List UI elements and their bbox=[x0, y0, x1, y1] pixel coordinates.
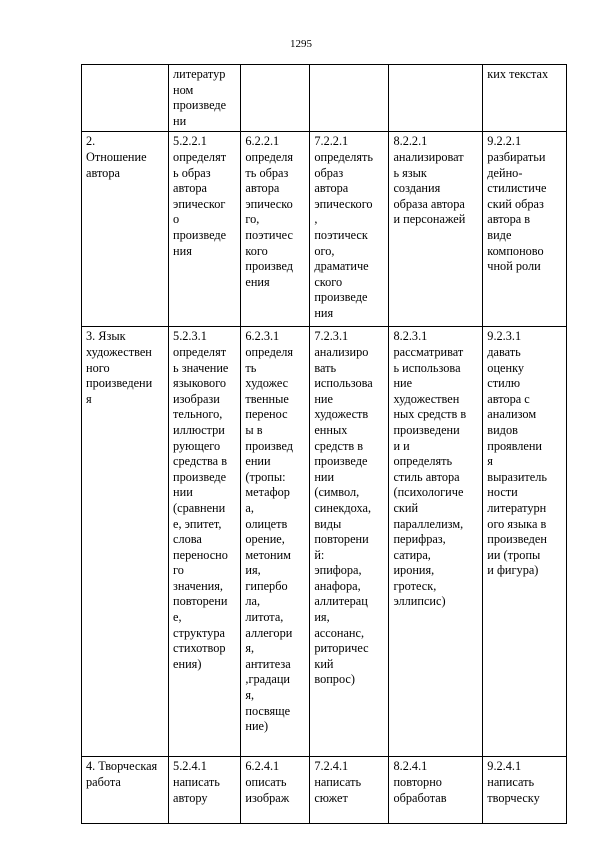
grade-8-cell: 8.2.3.1 рассматриват ь использова ние художествен ных средств в произведени и и определять стиль автора (психологиче ский параллелизм, перифраз, сатира, ирония, гротеск, эллипсис) bbox=[389, 327, 483, 757]
grade-6-cell: 6.2.3.1 определя ть художес твенные перенос ы в произвед ении (тропы: метафор а, олицетв орение, метоним ия, гипербо ла, литота, аллегори я, антитеза ,градаци я, посвяще ние) bbox=[241, 327, 310, 757]
grade-7-cell: 7.2.3.1 анализиро вать использова ние художеств енных средств в произведе нии (символ, синекдоха, виды повторени й: эпифора, анафора, аллитерац ия, ассонанс, риторичес кий вопрос) bbox=[310, 327, 389, 757]
grade-7-cell: 7.2.2.1 определять образ автора эпического , поэтическ ого, драматиче ского произведе ния bbox=[310, 132, 389, 327]
standards-table bbox=[81, 64, 567, 824]
grade-6-cell bbox=[241, 65, 310, 132]
grade-9-cell: ких текстах bbox=[483, 65, 567, 132]
grade-7-cell: 7.2.4.1 написать сюжет bbox=[310, 757, 389, 824]
grade-5-cell: 5.2.2.1 определят ь образ автора эпическог о произведе ния bbox=[169, 132, 241, 327]
grade-7-cell bbox=[310, 65, 389, 132]
grade-8-cell bbox=[389, 65, 483, 132]
grade-5-cell: литератур ном произведе ни bbox=[169, 65, 241, 132]
grade-5-cell: 5.2.3.1 определят ь значение языкового изобрази тельного, иллюстри рующего средства в произведе нии (сравнени е, эпитет, слова переносно го значения, повторени е, структура стихотвор ения) bbox=[169, 327, 241, 757]
row-topic-cell bbox=[82, 65, 169, 132]
table-row bbox=[82, 327, 567, 757]
grade-5-cell: 5.2.4.1 написать автору bbox=[169, 757, 241, 824]
grade-9-cell: 9.2.4.1 написать творческу bbox=[483, 757, 567, 824]
table-row bbox=[82, 757, 567, 824]
grade-6-cell: 6.2.2.1 определя ть образ автора эпическо го, поэтичес кого произвед ения bbox=[241, 132, 310, 327]
page-number: 1295 bbox=[290, 38, 312, 50]
grade-8-cell: 8.2.4.1 повторно обработав bbox=[389, 757, 483, 824]
table-row bbox=[82, 132, 567, 327]
row-topic-cell: 2. Отношение автора bbox=[82, 132, 169, 327]
grade-8-cell: 8.2.2.1 анализироват ь язык создания образа автора и персонажей bbox=[389, 132, 483, 327]
grade-6-cell: 6.2.4.1 описать изображ bbox=[241, 757, 310, 824]
grade-9-cell: 9.2.3.1 давать оценку стилю автора с анализом видов проявлени я выразитель ности литературн ого языка в произведен ии (тропы и фигура) bbox=[483, 327, 567, 757]
grade-9-cell: 9.2.2.1 разбиратьи дейно- стилистиче ский образ автора в виде компоново чной роли bbox=[483, 132, 567, 327]
table-row bbox=[82, 65, 567, 132]
row-topic-cell: 4. Творческая работа bbox=[82, 757, 169, 824]
row-topic-cell: 3. Язык художествен ного произведени я bbox=[82, 327, 169, 757]
